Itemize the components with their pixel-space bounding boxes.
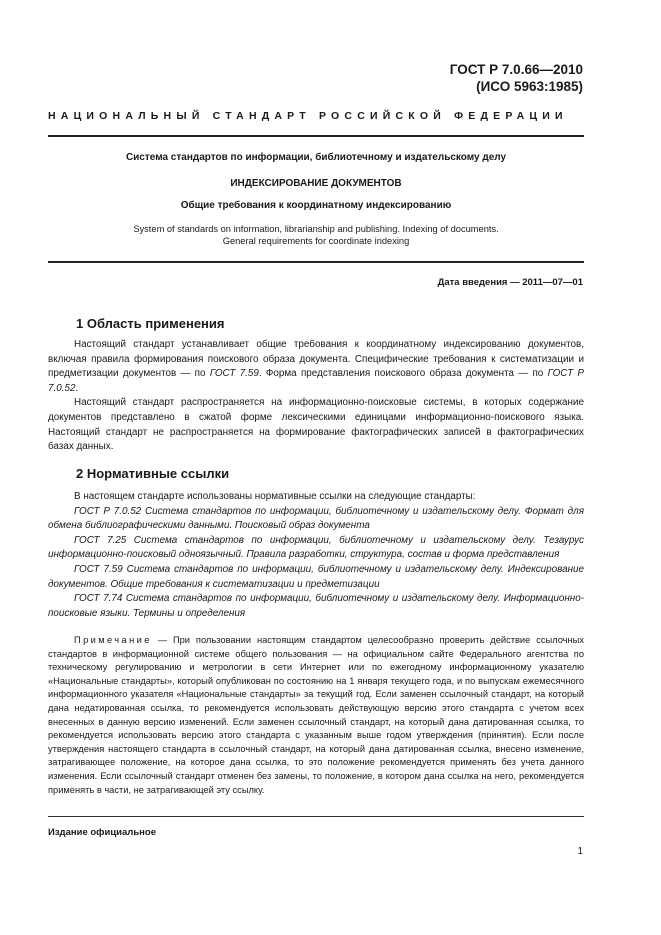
standard-designation <box>450 61 583 95</box>
section-2-heading: 2 Нормативные ссылки <box>76 466 230 481</box>
title-divider <box>48 261 584 263</box>
english-title-line-2: General requirements for coordinate indexing <box>222 236 410 246</box>
section-1-heading: 1 Область применения <box>76 316 225 331</box>
english-title-line-1: System of standards on information, librarianship and publishing. Indexing of documents. <box>133 224 499 234</box>
footer-divider <box>48 816 584 817</box>
standard-code: ГОСТ Р 7.0.66—2010 <box>449 62 583 77</box>
note-text: — При пользовании настоящим стандартом целесообразно проверить действие ссылочных стандартов в информационной системе общего пользования — на официальном сайте Федерального агентства по техническому регулированию и метрологии в сети Интернет или по ежегодному информационному указателю «Национальные стандарты», который опубликован по состоянию на 1 января текущего года, и по выпускам ежемесячного информационного указателя «Национальные стандарты» за текущий год. Если заменен ссылочный стандарт, на который дана недатированная ссылка, то рекомендуется использовать действующую версию этого стандарта с учетом всех внесенных в данную версию изменений. Если заменен ссылочный стандарт, на который дана датированная ссылка, то рекомендуется использовать версию этого стандарта с указанным выше годом утверждения (принятия). Если после утверждения настоящего стандарта в ссылочный стандарт, на который дана датированная ссылка, внесено изменение, затрагивающее положение, на которое дана ссылка, то это положение рекомендуется применять без учета данного изменения. Если ссылочный стандарт отменен без замены, то положение, в котором дана ссылка на него, рекомендуется применять в части, не затрагивающей эту ссылку. <box>48 635 584 795</box>
document-subtitle: Общие требования к координатному индексированию <box>180 200 452 211</box>
section-1-paragraph-2: Настоящий стандарт распространяется на информационно-поисковые системы, в которых содержание документов представлено в сжатой форме лексическими единицами информационно-поискового языка. Настоящий стандарт не распространяется на формирование фактографических записей в фактографических базах данных. <box>48 397 584 453</box>
reference-gost-r-7-0-52: ГОСТ Р 7.0.52 <box>48 368 584 394</box>
iso-code: (ИСО 5963:1985) <box>476 79 583 94</box>
normative-reference-item: ГОСТ 7.74 Система стандартов по информации, библиотечному и издательскому делу. Информационно-поисковые языки. Термины и определения <box>48 593 584 619</box>
page-number: 1 <box>577 846 583 857</box>
normative-reference-item: ГОСТ Р 7.0.52 Система стандартов по информации, библиотечному и издательскому делу. Формат для обмена библиографическими данными. Поисковый образ документа <box>48 505 584 532</box>
section-2-note <box>48 634 584 797</box>
section-2-intro: В настоящем стандарте использованы нормативные ссылки на следующие стандарты: <box>74 491 476 502</box>
section-1-body <box>48 338 584 455</box>
header-divider <box>48 135 584 137</box>
standards-system-title: Система стандартов по информации, библиотечному и издательскому делу <box>125 152 507 163</box>
section-2-body <box>48 490 584 621</box>
reference-gost-7-59: ГОСТ 7.59 <box>209 368 259 380</box>
introduction-date: Дата введения — 2011—07—01 <box>437 277 583 288</box>
normative-reference-item: ГОСТ 7.25 Система стандартов по информации, библиотечному и издательскому делу. Тезаурус информационно-поисковый одноязычный. Правила разработки, структура, состав и форма представления <box>48 534 584 561</box>
normative-reference-item: ГОСТ 7.59 Система стандартов по информации, библиотечному и издательскому делу. Индексирование документов. Общие требования к систематизации и предметизации <box>48 563 584 590</box>
english-title <box>48 223 584 247</box>
official-edition-label: Издание официальное <box>48 827 156 838</box>
national-standard-banner: НАЦИОНАЛЬНЫЙ СТАНДАРТ РОССИЙСКОЙ ФЕДЕРАЦИИ <box>48 110 568 122</box>
section-1-paragraph-1: Настоящий стандарт устанавливает общие требования к координатному индексированию документов, включая правила формирования поискового образа документа. Специфические требования к систематизации и предметизации документов — по ГОСТ 7.59. Форма представления поискового образа документа — по ГОСТ Р 7.0.52. <box>48 339 584 394</box>
note-label: Примечание <box>74 635 152 645</box>
document-main-title: ИНДЕКСИРОВАНИЕ ДОКУМЕНТОВ <box>230 178 402 189</box>
